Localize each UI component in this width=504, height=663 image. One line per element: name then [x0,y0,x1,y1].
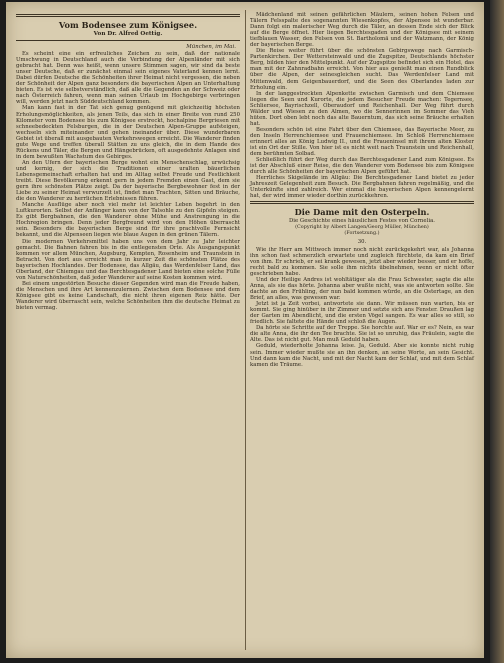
story-paragraph: Jetzt ist ja Zeit vorbei, antwortete sie dann. Wir müssen nun warten, bis er kommt. Sie ging hinüber in ihr Zimmer und setzte sich ans Fenster. Draußen lag der Garten im Abendlicht, und die ersten Vögel sangen. Es war alles so still, so friedlich. Sie faltete die Hände und schloß die Augen. [250,301,474,326]
story-paragraph: Geduld, wiederholte Johanna leise. Ja, Geduld. Aber sie konnte nicht ruhig sein. Immer wieder mußte sie an ihn denken, an seine Worte, an sein Gesicht. Und dann kam die Nacht, und mit der Nacht kam der Schlaf, und mit dem Schlaf kamen die Träume. [250,343,474,368]
article-paragraph: Manche Ausflüge aber noch viel mehr ist leichter Leben begehrt in den Luftkurorten. Selbst der Anfänger kann von der Talsohle zu den Gipfeln steigen. Es gibt Bergbahnen, die den Wanderer ohne Mühe und Anstrengung in die Hochregion bringen. Denn jeder Bergfreund wird von den Höhen überrascht sein. Besonders die bayerischen Berge sind für ihre prachtvolle Fernsicht bekannt, und die Alpenseen liegen wie blaue Augen in den grünen Tälern. [16,202,240,239]
book-binding-edge [490,0,504,663]
article-paragraph: Man kann fast in der Tat sich genug genügend mit gleichzeitig höchsten Erholungsmöglichkeiten, als jenen Teils, das sich in einer Breite von rund 250 Kilometer vom Bodensee bis zum Königsee erstreckt, hochalpine Bergriesen mit schneebedeckten Felsburgen, die in der Deutschen Alpen-Gruppe aufsteigen, wechseln sich miteinander und gehen ineinander über. Diese wunderbaren Gebiet ist überall mit ausgebauten Verkehrswegen erreicht. Die Wanderer finden gute Wege und treffen überall Stätten zu uns gleich, die in dem Hande des Rückens und Täler, die Bergen und Hängebrücken, oft ausgedehnte Anlagen sind in dem bewußten Wachstum des Gebirges. [16,105,240,160]
story-rule-top [250,201,474,204]
article-title: Vom Bodensee zum Königsee. [58,20,198,30]
title-rule-top [16,14,240,17]
article-continuation-paragraph: Schließlich führt der Weg durch das Berchtesgadener Land zum Königsee. Es ist der Abschluß einer Reise, die den Wanderer vom Bodensee bis zum Königsee durch alle Schönheiten der bayerischen Alpen geführt hat. [250,157,474,176]
story-paragraph: Und der Heilige Andres ist wohltätiger als die Frau Schwester, sagte die alte Anna, als sie das hörte. Johanna aber wußte nicht, was sie antworten sollte. Sie dachte an den Frühling, der nun bald kommen würde, an die Ostertage, an den Brief, an alles, was gewesen war. [250,276,474,302]
story-part-number: 30. [357,238,367,245]
article-dateline: München, im Mai. [186,44,236,50]
story-copyright: (Copyright by Albert Langen/Georg Müller, München) [295,224,429,230]
article-paragraph: Bei einem ungestörten Besuche dieser Gegenden wird man die Freude haben, die Menschen und ihre Art kennenzulernen. Zwischen dem Bodensee und dem Königsee gibt es keine Landschaft, die nicht ihren eigenen Reiz hätte. Der Wanderer wird überrascht sein, welche Schönheiten ihm die deutsche Heimat zu bieten vermag. [16,280,240,312]
story-title: Die Dame mit den Osterpeln. [294,207,430,218]
story-continuation-note: (Fortsetzung.) [344,231,380,237]
article-paragraph: An den Ufern der bayerischen Berge wohnt ein Menschenschlag, urwüchsig und kernig, der sich die Traditionen einer uralten bäuerlichen Lebensgemeinschaft erhalten hat und im Alltag selbst Freude und Festlichkeit treibt. Diese Bevölkerung erkennt gern in jedem Fremden einen Gast, dem sie gern ihre schönsten Plätze zeigt. Da der bayerische Bergbewohner fest in der Liebe zu seiner Heimat verwurzelt ist, findet man Trachten, Sitten und Bräuche, die den Wanderer zu herrlichen Erlebnissen führen. [16,159,240,203]
article-byline: Von Dr. Alfred Oettig. [93,31,163,37]
story-paragraph: Wie ihr Herr am Mittwoch immer noch nicht zurückgekehrt war, als Johanna ihn schon fast schmerzlich erwartete und zugleich fürchtete, da kam ein Brief von ihm. Er schrieb, er sei krank gewesen, jetzt aber wieder besser, und er hoffe, recht bald zu kommen. Sie solle ihm nichts übelnehmen, wenn er nicht öfter geschrieben habe. [250,246,474,277]
article-continuation-paragraph: Besonders schön ist eine Fahrt über den Chiemsee, das Bayerische Meer, zu den Inseln Herrenchiemsee und Frauenchiemsee. Im Schloß Herrenchiemsee erinnert alles an König Ludwig II., und die Fraueninsel mit ihrem alten Kloster ist ein Ort der Stille. Von hier ist es nicht weit nach Traunstein und Reichenhall, dem berühmten Solbad. [250,126,474,158]
title-rule-bottom [16,40,240,41]
right-column [250,12,474,368]
article-continuation-paragraph: Die Reise weiter führt über die schönsten Gebirgswege nach Garmisch-Partenkirchen. Der Wettersteinwald und die Zugspitze, Deutschlands höchster Berg, bilden hier den Mittelpunkt. Auf der Zugspitze befindet sich ein Hotel, das man mit der Zahnradbahn erreicht. Von hier aus genießt man einen Rundblick über die Alpen, der seinesgleichen sucht. Das Werdenfelser Land mit Mittenwald, dem Geigenbauerdorf, und die Seen des Oberlandes laden zur Erholung ein. [250,48,474,91]
article-paragraph: Die modernen Verkehrsmittel haben uns von dem Jahr zu Jahr leichter gemacht. Die Bahnen fahren bis in die entlegensten Orte. Als Ausgangspunkt kommen vor allem München, Augsburg, Kempten, Rosenheim und Traunstein in Betracht. Von dort aus erreicht man in kurzer Zeit die schönsten Plätze des bayerischen Hochlandes. Der Bodensee, das Allgäu, das Werdenfelser Land, das Oberland, der Chiemgau und das Berchtesgadener Land bieten eine solche Fülle von Naturschönheiten, daß jeder Wanderer auf seine Kosten kommen wird. [16,238,240,281]
left-column [16,12,240,311]
column-divider [245,10,246,650]
insert-paragraph: Herrliches Skigelände im Allgäu: Die Berchtesgadener Land bietet zu jeder Jahreszeit Gelegenheit zum Besuch. Die Bergbahnen fahren regelmäßig, und die Unterkünfte sind zahlreich. Wer einmal die bayerischen Alpen kennengelernt hat, der wird immer wieder dorthin zurückkehren. [250,175,474,200]
article-continuation-paragraph: Mädchenland mit seinen gefährlichen Mäulern, seinen hohen Felsen und Tälern Felsspalte des sogenannten Wiesenkopfes, der Alpensee ist wunderbar. Dann folgt ein malerischer Weg durch die Täler, an dessen Ende sich der Blick auf die Berge öffnet. Hier liegen Berchtesgaden und der Königsee mit seinem tiefblauen Wasser, den Felsen von St. Bartholomä und der Watzmann, der König der bayerischen Berge. [250,12,474,49]
newspaper-page [6,2,484,658]
article-continuation-paragraph: In der langgestreckten Alpenkette zwischen Garmisch und dem Chiemsee liegen die Seen und Kurorte, die jedem Besucher Freude machen: Tegernsee, Schliersee, Bayrischzell, Oberaudorf und Reichenhall. Der Weg führt durch Wälder und Wiesen zu den Almen, wo die Sennerinnen im Sommer das Vieh hüten. Dort oben lebt noch das alte Bauerntum, das sich seine Bräuche erhalten hat. [250,90,474,127]
story-paragraph: Da hörte sie Schritte auf der Treppe. Sie horchte auf. War er es? Nein, es war die alte Anna, die ihr den Tee brachte. Sie ist so unruhig, das Fräulein, sagte die Alte. Das ist nicht gut. Man muß Geduld haben. [250,325,474,344]
story-subtitle: Die Geschichte eines häuslichen Festes von Cornelia. [288,218,436,225]
article-paragraph: Es scheint eine ein erfreuliches Zeichen zu sein, daß der nationale Umschwung in Deutschland auch die Verbindung der Alpenländer mit sich gebracht hat. Denn was heißt, wenn unsere Stimmen sagen, wir sind da beste unser Deutsche, daß er zunächst einmal sein eigenes Vaterland kennen lernt. Dabei dürfen Deutsche die Schönheiten ihrer Heimat nicht vergessen, die neben der Schönheit der Alpen ganz besonders die bayerischen Alpen an Unterhaltung bieten. Es ist wie selbstverständlich, daß alle die Gegenden an der Schweiz oder nach Österreich fahren, wenn man seinen Urlaub im Hochgebirge verbringen will, werden jetzt nach Süddeutschland kommen. [16,51,240,106]
